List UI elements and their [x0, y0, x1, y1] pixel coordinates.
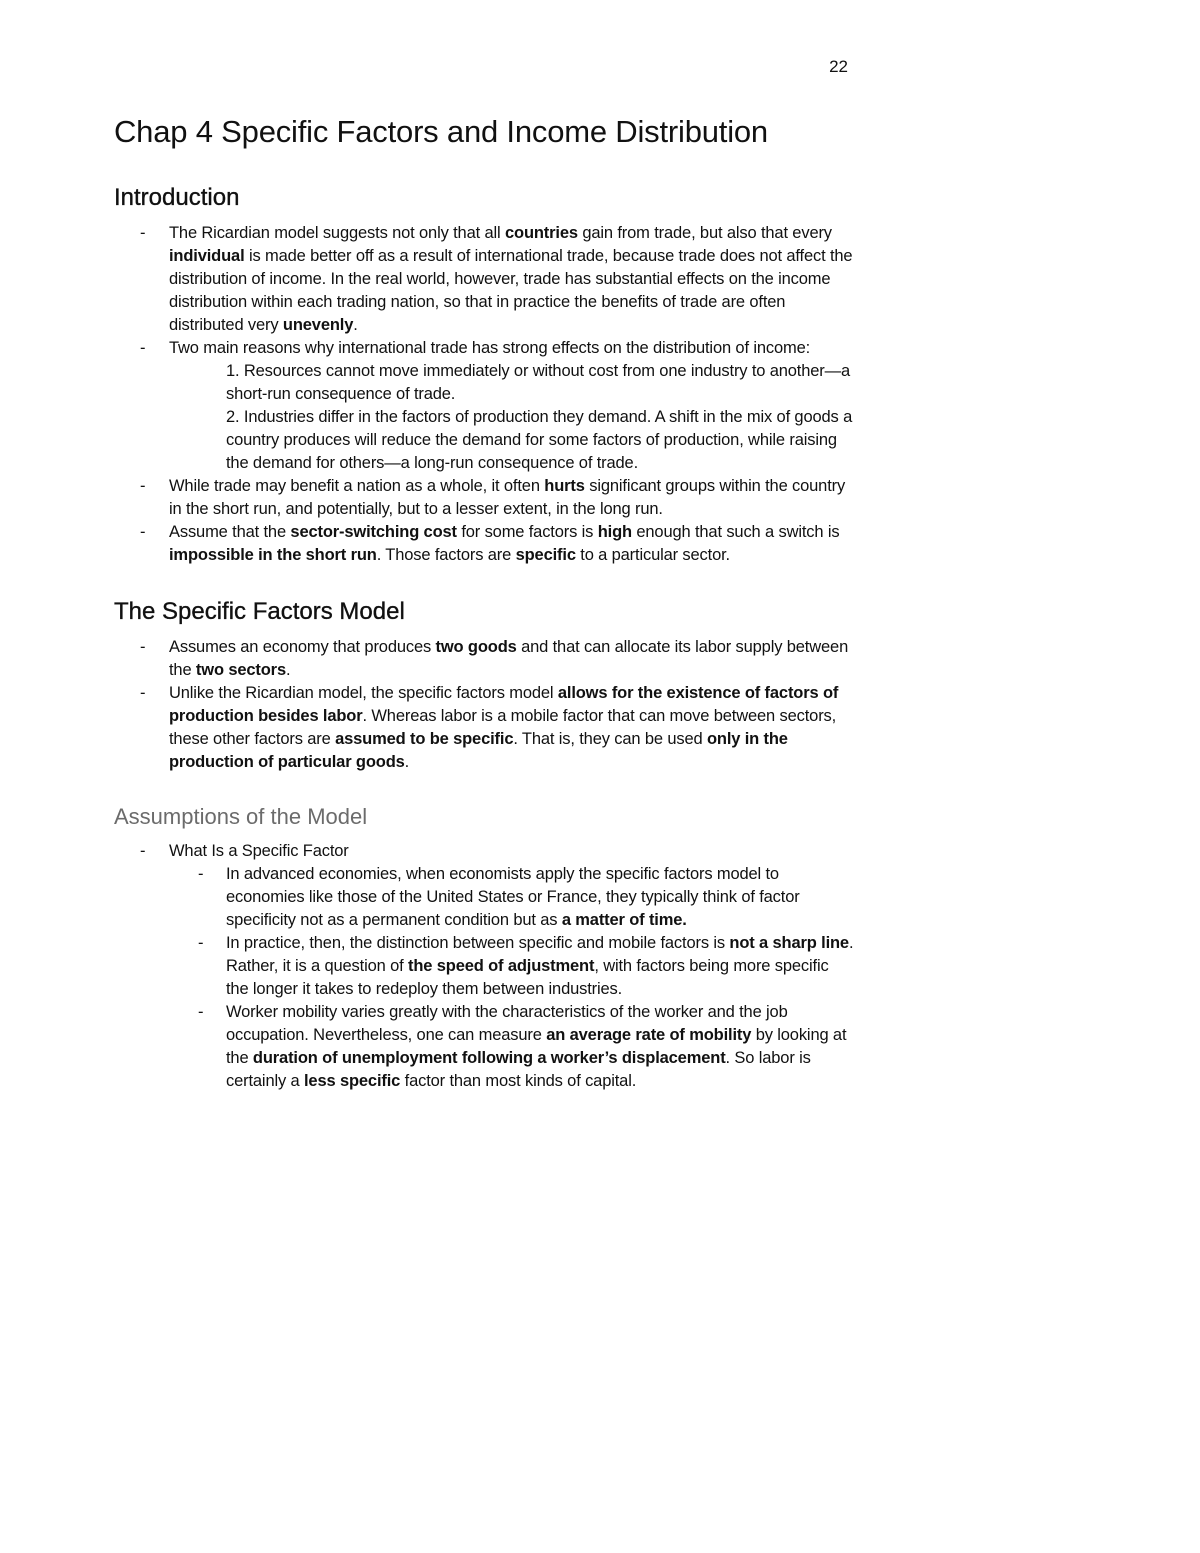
sub-list-item: - In advanced economies, when economists apply the specific factors model to economies like those of the United States or France, they typically think of factor specificity not as a permanent condition but as a matter of time. [169, 863, 854, 932]
list-item: - What Is a Specific Factor - In advanced economies, when economists apply the specific factors model to economies like those of the United States or France, they typically think of factor specificity not as a permanent condition but as a matter of time. - In practice, then, the distinction between specific and mobile factors is not a sharp line. Rather, it is a question of the speed of adjustment, with factors being more specific the longer it takes to redeploy them between industries. - Worker mobility varies greatly with the characteristics of the worker and the job occupation. Nevertheless, one can measure an average rate of mobility by looking at the duration of unemployment following a worker’s displacement. So labor is certainly a less specific factor than most kinds of capital. [114, 840, 854, 1093]
list-item: - Assumes an economy that produces two goods and that can allocate its labor supply between the two sectors. [114, 636, 854, 682]
section-heading-introduction: Introduction [114, 184, 240, 211]
page-content [114, 110, 854, 1093]
numbered-item: 1. Resources cannot move immediately or without cost from one industry to another—a short-run consequence of trade. [226, 362, 851, 403]
introduction-list [114, 222, 854, 567]
assumptions-list [114, 840, 854, 1093]
list-item: - Unlike the Ricardian model, the specific factors model allows for the existence of factors of production besides labor. Whereas labor is a mobile factor that can move between sectors, these other factors are assumed to be specific. That is, they can be used only in the production of particular goods. [114, 682, 854, 774]
page-number: 22 [829, 57, 848, 76]
section-heading-specific-factors-model: The Specific Factors Model [114, 598, 405, 625]
list-item: - While trade may benefit a nation as a whole, it often hurts significant groups within the country in the short run, and potentially, but to a lesser extent, in the long run. [114, 475, 854, 521]
chapter-title: Chap 4 Specific Factors and Income Distribution [114, 114, 768, 149]
specific-factors-list [114, 636, 854, 774]
list-item: - Two main reasons why international trade has strong effects on the distribution of income: 1. Resources cannot move immediately or without cost from one industry to another—a short-run consequence of trade. 2. Industries differ in the factors of production they demand. A shift in the mix of goods a country produces will reduce the demand for some factors of production, while raising the demand for others—a long-run consequence of trade. [114, 337, 854, 475]
sub-list [169, 863, 854, 1093]
sub-list-item: - Worker mobility varies greatly with the characteristics of the worker and the job occupation. Nevertheless, one can measure an average rate of mobility by looking at the duration of unemployment following a worker’s displacement. So labor is certainly a less specific factor than most kinds of capital. [169, 1001, 854, 1093]
list-item: - The Ricardian model suggests not only that all countries gain from trade, but also that every individual is made better off as a result of international trade, because trade does not affect the distribution of income. In the real world, however, trade has substantial effects on the income distribution within each trading nation, so that in practice the benefits of trade are often distributed very unevenly. [114, 222, 854, 337]
numbered-item: 2. Industries differ in the factors of production they demand. A shift in the mix of goods a country produces will reduce the demand for some factors of production, while raising the demand for others—a long-run consequence of trade. [226, 408, 853, 472]
list-item: - Assume that the sector-switching cost for some factors is high enough that such a switch is impossible in the short run. Those factors are specific to a particular sector. [114, 521, 854, 567]
sub-list-item: - In practice, then, the distinction between specific and mobile factors is not a sharp line. Rather, it is a question of the speed of adjustment, with factors being more specific the longer it takes to redeploy them between industries. [169, 932, 854, 1001]
subsection-heading-assumptions: Assumptions of the Model [114, 804, 368, 829]
